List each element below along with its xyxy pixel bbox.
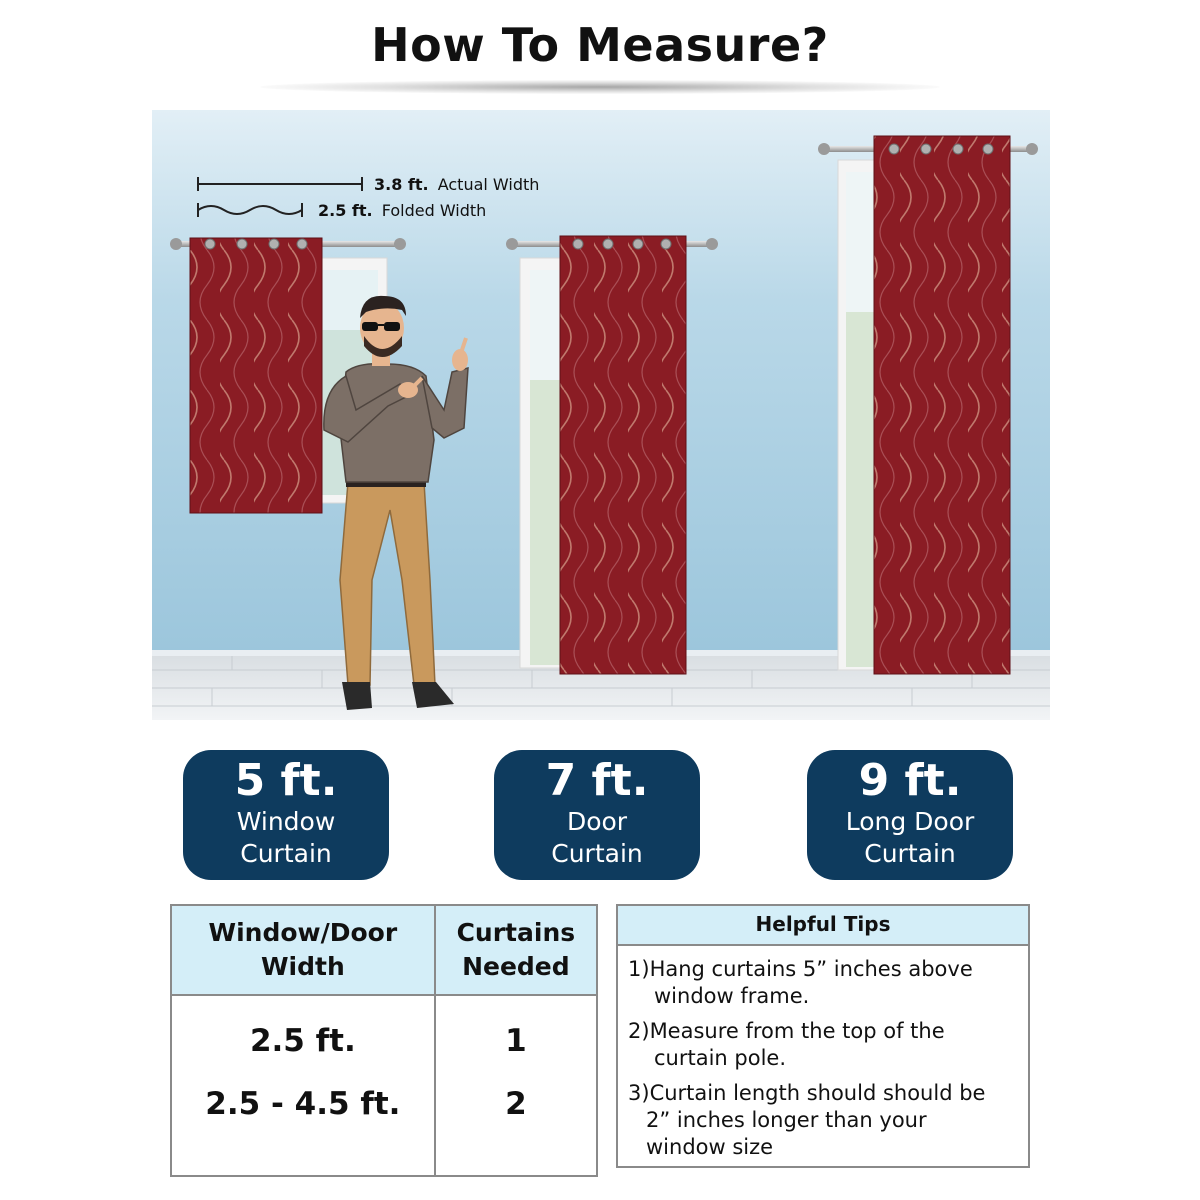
actual-width-label: Actual Width — [437, 175, 540, 194]
table-cell-width: 2.5 - 4.5 ft. — [171, 1086, 435, 1176]
header-line: Width — [260, 952, 345, 981]
table-cell-count: 1 — [435, 995, 597, 1086]
header-line: Needed — [462, 952, 570, 981]
tip-line: Measure from the top of the — [649, 1019, 945, 1043]
column-header-curtains — [435, 905, 597, 995]
table-header-row — [171, 905, 597, 995]
tip-line: window size — [646, 1135, 774, 1159]
tip-item — [628, 956, 1022, 1010]
title-underline-shadow — [260, 80, 940, 94]
tip-number: 2) — [628, 1019, 650, 1043]
table-row — [171, 995, 597, 1086]
size-card-type: Door — [566, 807, 628, 836]
header-line: Window/Door — [208, 918, 398, 947]
tip-line: 2” inches longer than your — [646, 1108, 927, 1132]
tip-item — [628, 1018, 1022, 1072]
size-card-type: Window — [236, 807, 336, 836]
size-card-door — [494, 750, 700, 880]
table-row — [171, 1086, 597, 1176]
svg-text:2.5 ft. Folded Width — [318, 201, 486, 220]
size-card-long-door — [807, 750, 1013, 880]
tip-number: 1) — [628, 957, 650, 981]
header-line: Curtains — [456, 918, 576, 947]
svg-text:3.8 ft. Actual Width — [374, 175, 539, 194]
tips-header: Helpful Tips — [618, 906, 1028, 946]
size-card-type: Curtain — [240, 839, 332, 868]
table-cell-count: 2 — [435, 1086, 597, 1176]
actual-width-value: 3.8 ft. — [374, 175, 429, 194]
column-header-width — [171, 905, 435, 995]
room-illustration — [152, 110, 1050, 720]
size-card-length: 9 ft. — [858, 755, 962, 806]
folded-width-label: Folded Width — [381, 201, 487, 220]
tip-line: curtain pole. — [654, 1046, 787, 1070]
size-card-type: Long Door — [845, 807, 975, 836]
tip-number: 3) — [628, 1081, 650, 1105]
page-title: How To Measure? — [371, 18, 829, 72]
size-card-length: 7 ft. — [545, 755, 649, 806]
size-card-length: 5 ft. — [234, 755, 338, 806]
size-card-window — [183, 750, 389, 880]
folded-width-value: 2.5 ft. — [318, 201, 373, 220]
tip-line: Hang curtains 5” inches above — [649, 957, 973, 981]
tip-item — [628, 1080, 1022, 1161]
tip-line: Curtain length should should be — [649, 1081, 986, 1105]
size-card-type: Curtain — [551, 839, 643, 868]
helpful-tips-box — [616, 904, 1030, 1168]
size-card-type: Curtain — [864, 839, 956, 868]
tip-line: window frame. — [654, 984, 810, 1008]
table-cell-width: 2.5 ft. — [171, 995, 435, 1086]
curtains-needed-table — [170, 904, 598, 1177]
